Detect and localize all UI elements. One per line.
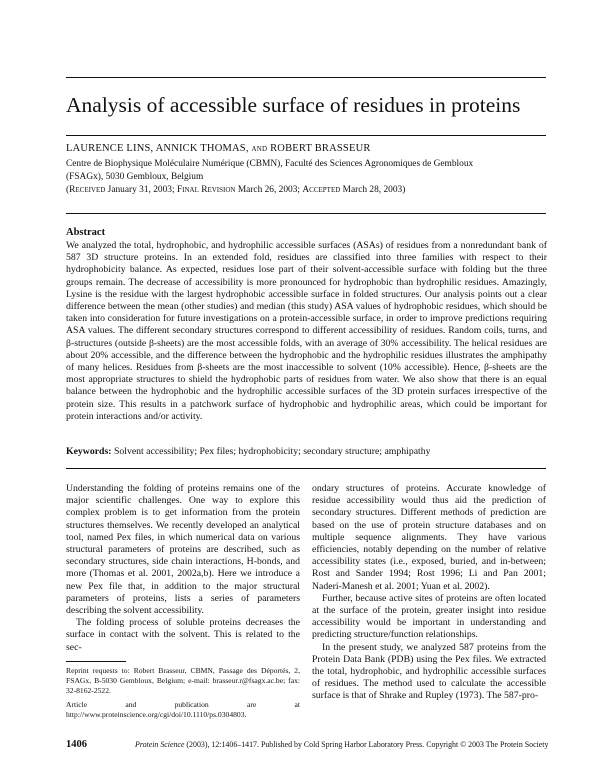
revision-date: March 26, 2003; [235,185,303,195]
paragraph: The folding process of soluble proteins decreases the surface in contact with the solvent. This is related to the sec- [66,617,300,653]
article-title: Analysis of accessible surface of residues in proteins [66,93,521,117]
footnote-rule [66,661,126,662]
affiliation-line-1: Centre de Biophysique Moléculaire Numérique (CBMN), Faculté des Sciences Agronomiques de Gembloux [66,159,474,169]
paragraph: ondary structures of proteins. Accurate knowledge of residue accessibility would thus aid the prediction of secondary structures. Different methods of prediction are based on the use of protein structure databases and on multiple sequence alignments. They have various efficiencies, notably depending on the number of relative accessibility states (i.e., exposed, buried, and in-between; Rost and Sander 1994; Rost 1996; Li and Pan 2001; Naderi-Manesh et al. 2001; Yuan et al. 2002). [312,483,546,592]
journal-citation [135,740,548,749]
received-open: ( [66,185,70,195]
revision-label: Final Revision [176,185,236,195]
authors-first: LAURENCE LINS, ANNICK THOMAS, [66,143,249,154]
accepted-label: Accepted [302,185,341,195]
affiliation-line-2: (FSAGx), 5030 Gembloux, Belgium [66,171,204,182]
abstract-top-rule [66,213,546,214]
authors-and: and [251,143,268,154]
journal-details: (2003), 12:1406–1417. Published by Cold Spring Harbor Laboratory Press. Copyright © 2003 The Protein Society [184,740,549,749]
journal-name: Protein Science [135,740,185,749]
accepted-date: March 28, 2003) [340,185,406,195]
footnotes [66,666,300,723]
page-number: 1406 [66,739,87,750]
paragraph: Understanding the folding of proteins remains one of the major scientific challenges. One way to explore this complex problem is to get information from the protein structures themselves. We recently developed an analytical tool, named Pex files, in which numerical data on various structural parameters of proteins are described, such as secondary structures, side chain interactions, H-bonds, and more (Thomas et al. 2001, 2002a,b). Here we introduce a new Pex file that, in addition to the major structural parameters of proteins, lists a series of parameters describing the solvent accessibility. [66,483,300,617]
body-right-column [312,483,546,703]
abstract-text: We analyzed the total, hydrophobic, and hydrophilic accessible surfaces (ASAs) of residues from a nonredundant bank of 587 3D structure proteins. In an extended fold, residues are classified into three families with respect to their hydrophobicity balance. As expected, residues lose part of their solvent-accessible surface with folding but the three groups remain. The decrease of accessibility is more pronounced for hydrophobic than hydrophilic residues. Amazingly, Lysine is the residue with the largest hydrophobic accessible surface in folded structures. Our analysis points out a clear difference between the mean (other studies) and median (this study) ASA values of hydrophobic residues, which should be taken into consideration for future investigations on a protein-accessible surface, in order to improve predictions requiring ASA values. The different secondary structures correspond to different accessibility of residues. Random coils, turns, and β-structures (outside β-sheets) are the most accessible folds, with an average of 30% accessibility. The helical residues are about 20% accessible, and the difference between the hydrophobic and the hydrophilic residues illustrates the amphipathy of many helices. Residues from β-sheets are the most inaccessible to solvent (10% accessible). Hence, β-sheets are the most appropriate structures to shield the hydrophobic parts of residues from water. We also show that there is an equal balance between the hydrophobic and the hydrophilic accessible surfaces of the 3D protein surfaces irrespective of the protein size. This results in a patchwork surface of hydrophobic and hydrophilic areas, which could be important for protein interactions and/or activity. [66,240,547,422]
keywords-text: Solvent accessibility; Pex files; hydrophobicity; secondary structure; amphipathy [113,446,431,457]
title-rule [66,135,546,136]
affiliation [66,158,546,183]
author-list [66,143,371,154]
received-label: Received [69,185,106,195]
paragraph: In the present study, we analyzed 587 proteins from the Protein Data Bank (PDB) using the Pex files. We extracted the total, hydrophobic, and hydrophilic accessible surfaces of residues. The method used to calculate the accessible surface is that of Shrake and Rupley (1973). The 587-pro- [312,641,546,702]
received-dates [66,185,546,195]
body-left-column [66,483,300,654]
footnote-reprint: Reprint requests to: Robert Brasseur, CBMN, Passage des Déportés, 2, FSAGx, B-5030 Gembloux, Belgium; e-mail: brasseur.r@fsagx.ac.be; fax: 32-8162-2522. [66,666,300,696]
paragraph: Further, because active sites of proteins are often located at the surface of the protein, greater insight into residue accessibility would be important in understanding and predicting structure/function relationships. [312,592,546,641]
authors-last: ROBERT BRASSEUR [270,143,371,154]
received-date: January 31, 2003; [105,185,177,195]
keywords-label: Keywords: [66,446,112,457]
abstract-heading: Abstract [66,227,106,238]
footnote-article: Article and publication are at http://www.proteinscience.org/cgi/doi/10.1110/ps.0304803. [66,699,300,719]
top-rule [66,77,546,78]
abstract-bottom-rule [66,468,546,469]
keywords [66,446,547,457]
